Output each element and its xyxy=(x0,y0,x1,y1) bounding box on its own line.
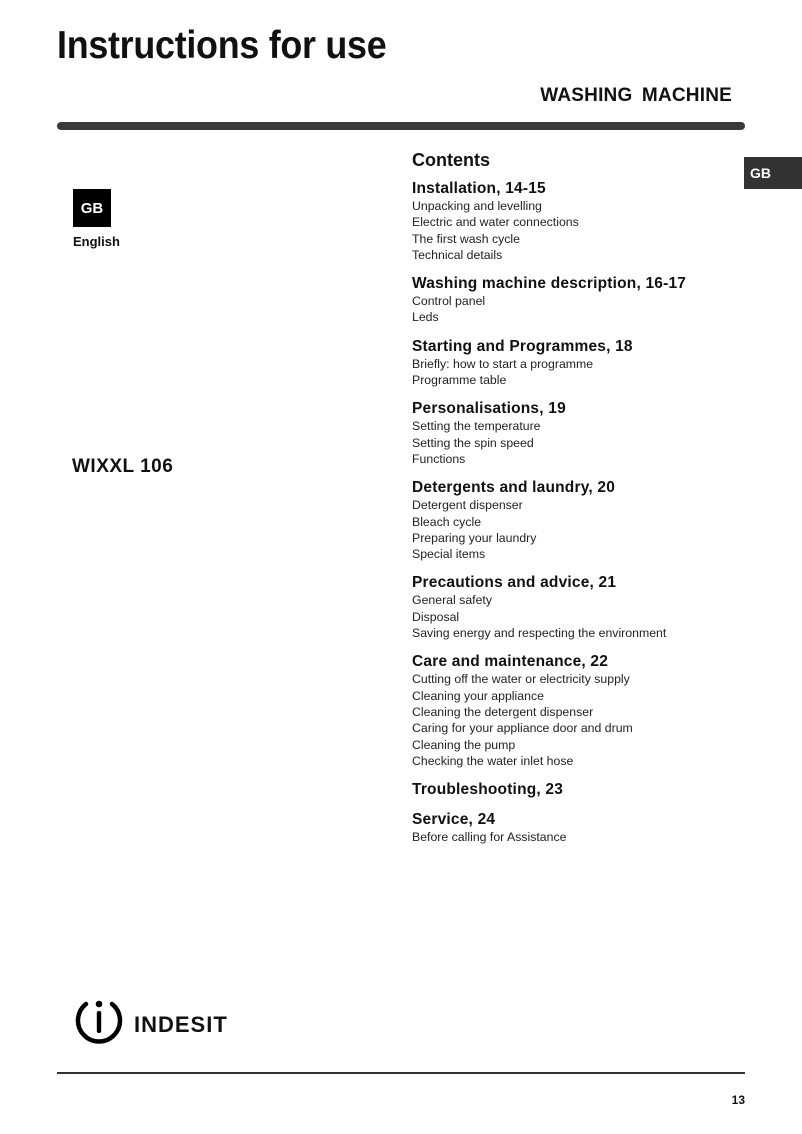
language-badge: GB xyxy=(73,189,111,227)
section-items xyxy=(412,418,752,467)
section-item: Setting the spin speed xyxy=(412,435,534,450)
language-side-tab: GB xyxy=(744,157,802,189)
contents-section xyxy=(412,180,752,263)
footer-divider xyxy=(57,1072,745,1074)
section-item: The first wash cycle xyxy=(412,231,520,246)
section-items xyxy=(412,829,752,845)
section-items xyxy=(412,592,752,641)
section-item: Cleaning your appliance xyxy=(412,688,544,703)
section-title: Detergents and laundry, 20 xyxy=(412,479,616,497)
model-number: WIXXL 106 xyxy=(72,456,174,477)
section-item: Technical details xyxy=(412,247,503,262)
contents-section xyxy=(412,781,752,799)
section-item: Saving energy and respecting the environment xyxy=(412,626,667,641)
section-item: Before calling for Assistance xyxy=(412,830,567,845)
table-of-contents xyxy=(412,148,752,857)
contents-section xyxy=(412,400,752,467)
section-item: Checking the water inlet hose xyxy=(412,753,574,768)
section-item: Control panel xyxy=(412,294,486,309)
page-number: 13 xyxy=(731,1093,745,1107)
section-title: Personalisations, 19 xyxy=(412,400,566,418)
section-title: Washing machine description, 16-17 xyxy=(412,275,687,293)
section-item: Disposal xyxy=(412,609,460,624)
section-title: Installation, 14-15 xyxy=(412,180,546,197)
section-title: Starting and Programmes, 18 xyxy=(412,337,633,355)
brand-logo xyxy=(72,996,228,1046)
section-item: Briefly: how to start a programme xyxy=(412,356,594,371)
section-item: Electric and water connections xyxy=(412,215,579,230)
section-title: Care and maintenance, 22 xyxy=(412,653,609,671)
section-item: Unpacking and levelling xyxy=(412,199,542,213)
section-items xyxy=(412,671,752,769)
section-item: Programme table xyxy=(412,373,507,388)
section-title: Precautions and advice, 21 xyxy=(412,574,617,592)
indesit-i-circle-icon xyxy=(72,996,126,1046)
section-title: Service, 24 xyxy=(412,811,496,829)
contents-section xyxy=(412,811,752,845)
section-item: Preparing your laundry xyxy=(412,530,537,545)
document-title: Instructions for use xyxy=(57,24,387,67)
language-label: English xyxy=(73,234,120,249)
section-item: Special items xyxy=(412,547,486,562)
contents-section xyxy=(412,338,752,389)
product-type: WASHING MACHINE xyxy=(540,85,732,106)
contents-section xyxy=(412,574,752,641)
section-item: Cleaning the detergent dispenser xyxy=(412,704,594,719)
contents-heading: Contents xyxy=(412,150,490,170)
contents-section xyxy=(412,275,752,326)
section-item: Functions xyxy=(412,451,466,466)
section-items xyxy=(412,198,752,263)
contents-section xyxy=(412,653,752,769)
section-item: Bleach cycle xyxy=(412,514,482,529)
header-divider xyxy=(57,122,745,130)
section-item: Cutting off the water or electricity supply xyxy=(412,672,630,687)
section-item: Detergent dispenser xyxy=(412,498,523,513)
contents-section xyxy=(412,479,752,562)
section-item: Setting the temperature xyxy=(412,419,541,434)
section-items xyxy=(412,356,752,389)
brand-name: indesit xyxy=(134,1003,228,1039)
section-item: Caring for your appliance door and drum xyxy=(412,721,633,736)
section-title: Troubleshooting, 23 xyxy=(412,781,564,799)
section-items xyxy=(412,293,752,326)
section-item: General safety xyxy=(412,593,492,608)
section-item: Cleaning the pump xyxy=(412,737,516,752)
section-items xyxy=(412,497,752,562)
section-item: Leds xyxy=(412,310,439,325)
